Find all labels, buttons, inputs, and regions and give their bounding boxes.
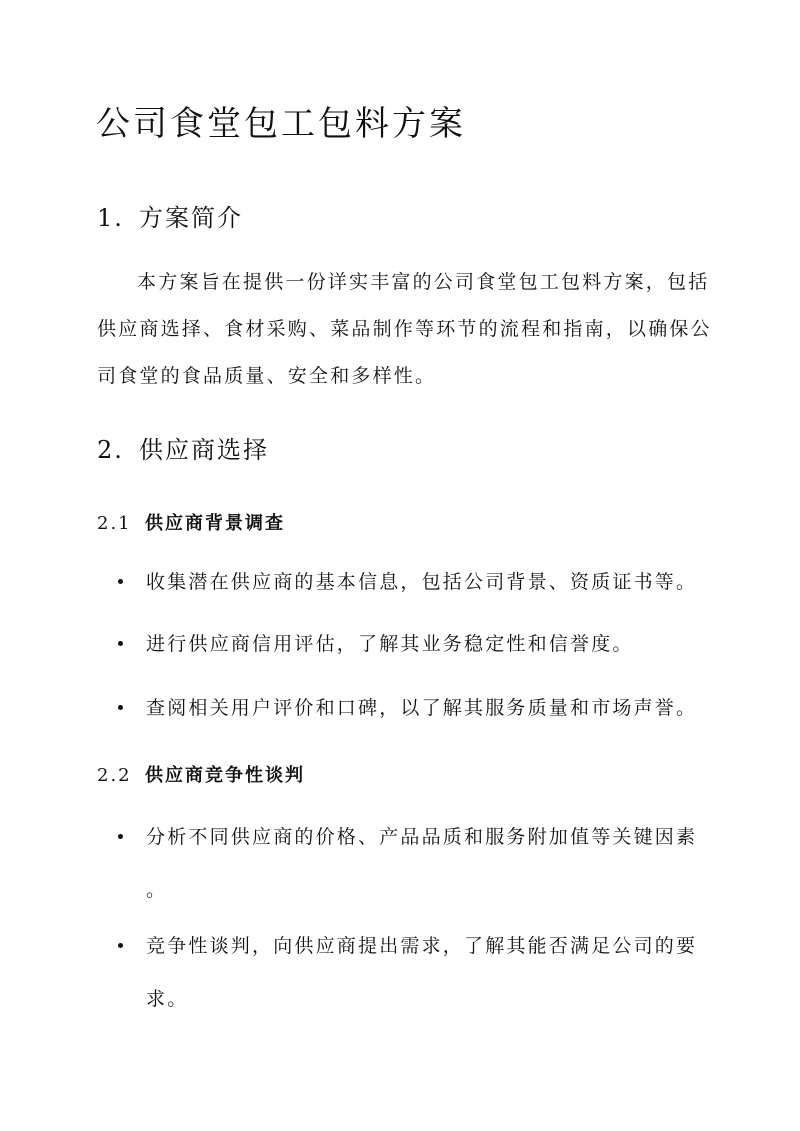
bullet-icon: [118, 641, 123, 646]
bullet-icon: [118, 834, 123, 839]
subsection-title: 供应商竞争性谈判: [145, 765, 305, 786]
list-item: [118, 618, 688, 671]
list-item-text: 进行供应商信用评估，了解其业务稳定性和信誉度。: [146, 633, 634, 655]
bullet-icon: [118, 705, 123, 710]
subsection-2-2-heading: [97, 761, 305, 787]
list-item-text: 查阅相关用户评价和口碑，以了解其服务质量和市场声誉。: [146, 697, 698, 719]
section-title: 方案简介: [139, 204, 243, 232]
document-title: 公司食堂包工包料方案: [96, 104, 466, 144]
subsection-number: 2.1: [97, 513, 132, 534]
section-title: 供应商选择: [139, 436, 269, 464]
paragraph-line: 司食堂的食品质量、安全和多样性。: [97, 365, 437, 387]
list-item-text: 。: [146, 879, 168, 901]
section-number: 1.: [97, 204, 124, 232]
list-item-text: 竞争性谈判，向供应商提出需求，了解其能否满足公司的要: [146, 935, 698, 957]
list-item-text: 分析不同供应商的价格、产品品质和服务附加值等关键因素: [146, 826, 698, 848]
list-item: [118, 682, 698, 735]
subsection-2-1-heading: [97, 509, 285, 535]
list-item: [118, 920, 698, 1026]
paragraph-line: 本方案旨在提供一份详实丰富的公司食堂包工包料方案，包括: [137, 271, 710, 293]
section-number: 2.: [97, 436, 124, 464]
section-1-heading: [97, 198, 243, 233]
subsection-number: 2.2: [97, 765, 132, 786]
section-2-heading: [97, 430, 269, 465]
list-item-text: 收集潜在供应商的基本信息，包括公司背景、资质证书等。: [146, 571, 698, 593]
bullet-icon: [118, 943, 123, 948]
subsection-title: 供应商背景调查: [145, 513, 285, 534]
intro-paragraph: [97, 259, 712, 400]
list-item-text: 求。: [146, 988, 189, 1010]
bullet-icon: [118, 579, 123, 584]
list-item: [118, 556, 698, 609]
list-item: [118, 811, 698, 917]
paragraph-line: 供应商选择、食材采购、菜品制作等环节的流程和指南，以确保公: [97, 318, 712, 340]
